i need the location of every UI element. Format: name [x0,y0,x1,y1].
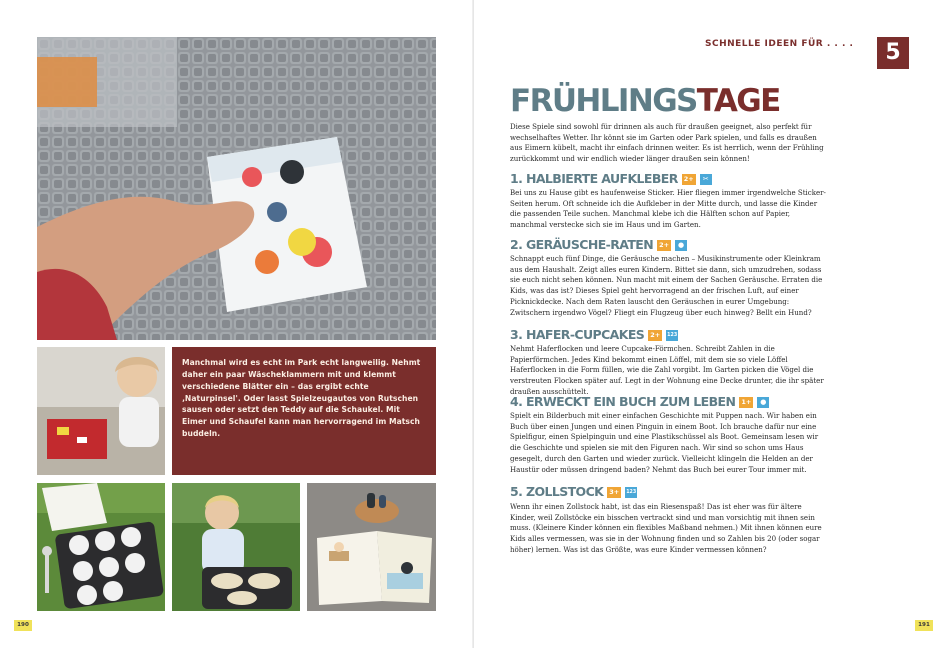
age-badge: 1+ [739,397,753,408]
age-badge: 2+ [648,330,662,341]
section-heading [510,485,637,499]
section-title: 4. ERWECKT EIN BUCH ZUM LEBEN [510,394,736,409]
section-text: Schnappt euch fünf Dinge, die Geräusche machen – Musikinstrumente oder Kleinkram aus dem Haushalt. Zeigt alles euren Kindern. Bittet sie dann, sich umzudrehen, sodass sie euch nicht sehen können. Nun macht mit einem der Sachen Geräusche. Erraten die Kids, was das ist? Dieses Spiel geht hervorragend an der frischen Luft, auf einer Picknickdecke. Nach dem Raten lauscht den Geräuschen in eurer Umgebung: Zwitschern irgendwo Vögel? Fliegt ein Flugzeug über euch hinweg? Bellt ein Hund? [510,254,823,317]
scissors-icon: ✂ [700,174,712,185]
speech-bubble-icon: ● [675,240,687,251]
section-title: 2. GERÄUSCHE-RATEN [510,237,654,252]
title-part-tage: TAGE [696,83,780,119]
section-heading [510,238,687,252]
chapter-number: 5 [877,37,909,69]
section-title: 3. HAFER-CUPCAKES [510,327,645,342]
tip-box [172,347,436,475]
numbers-icon: 123 [625,487,637,498]
section-text: Nehmt Haferflocken und leere Cupcake-Förmchen. Schreibt Zahlen in die Papierförmchen. Jedes Kind bekommt einen Löffel, mit dem sie so viele Löffel Haferflocken in die Form füllen, wie die Zahl vorgibt. Im Garten picken die Vögel die verstreuten Flocken später auf. Legt in der Wohnung eine Decke drunter, die ihr später draußen ausschüttelt. [510,344,824,396]
page-number-right: 191 [915,620,933,631]
photo-child-at-table [37,347,165,475]
section-heading [510,328,678,342]
section-text: Wenn ihr einen Zollstock habt, ist das ein Riesenspaß! Das ist eher was für ältere Kinder, weil Zollstöcke ein bisschen vertrackt sind und man vorsichtig mit ihnen sein muss. (Kleinere Kinder können ein flexibles Maßband nehmen.) Mit ihnen können eure Kids alles vermessen, was sie in der Wohnung finden und so Zahlen bis 20 (oder sogar höher) lernen. Was ist das Größte, was eure Kinder vermessen können? [510,502,822,554]
page-title [510,83,780,119]
photo-muffin-tin [37,483,165,611]
section-title: 1. HALBIERTE AUFKLEBER [510,171,678,186]
running-head: SCHNELLE IDEEN FÜR . . . . [705,39,854,49]
tip-text: Manchmal wird es echt im Park echt langweilig. Nehmt daher ein paar Wäscheklammern mit und klemmt verschiedene Blätter ein – das ergibt echte ‚Naturpinsel'. Oder lasst Spielzeugautos von Rutschen sausen oder setzt den Teddy auf die Schaukel. Mit Eimer und Schaufel kann man hervorragend im Matsch buddeln. [182,358,421,439]
age-badge: 2+ [657,240,671,251]
photo-halved-stickers [37,37,436,340]
section-text: Bei uns zu Hause gibt es haufenweise Sticker. Hier fliegen immer irgendwelche Sticker-Seiten herum. Oft schneide ich die Aufkleber in der Mitte durch, und lasse die Kinder die passenden Teile suchen. Manchmal klebe ich die Hälften schon auf Papier, manchmal verstecke sich sie im Haus und im Garten. [510,188,826,230]
page-number-left: 190 [14,620,32,631]
intro-text: Diese Spiele sind sowohl für drinnen als auch für draußen geeignet, also perfekt für wechselhaftes Wetter. Ihr könnt sie im Garten oder Park spielen, und falls es draußen aus Eimern kübelt, macht ihr einfach drinnen weiter. Es ist herrlich, wenn der Frühling zurückkommt und wir endlich wieder länger draußen sein können! [510,122,824,164]
numbers-icon: 123 [666,330,678,341]
photo-picture-book [307,483,436,611]
speech-bubble-icon: ● [757,397,769,408]
photo-child-with-oats [172,483,300,611]
age-badge: 3+ [607,487,621,498]
title-part-fruehlings: FRÜHLINGS [510,83,697,119]
section-title: 5. ZOLLSTOCK [510,484,604,499]
section-heading [510,172,712,186]
section-text: Spielt ein Bilderbuch mit einer einfachen Geschichte mit Puppen nach. Wir haben ein Buch über einen Jungen und einen Pinguin in einem Boot. Ich brauche dafür nur eine Spielfigur, einen Spielpinguin und eine Plastikschüssel als Boot. Gemeinsam lesen wir die Geschichte und spielen sie mit den Figuren nach. Wir sind so schon ums Haus gesegelt, durch den Garten und wieder zurück. Vielleicht klingeln die Helden an der Haustür oder müssen dringend baden? Nehmt das Buch bei eurer Tour immer mit. [510,411,819,474]
age-badge: 2+ [682,174,696,185]
section-heading [510,395,769,409]
